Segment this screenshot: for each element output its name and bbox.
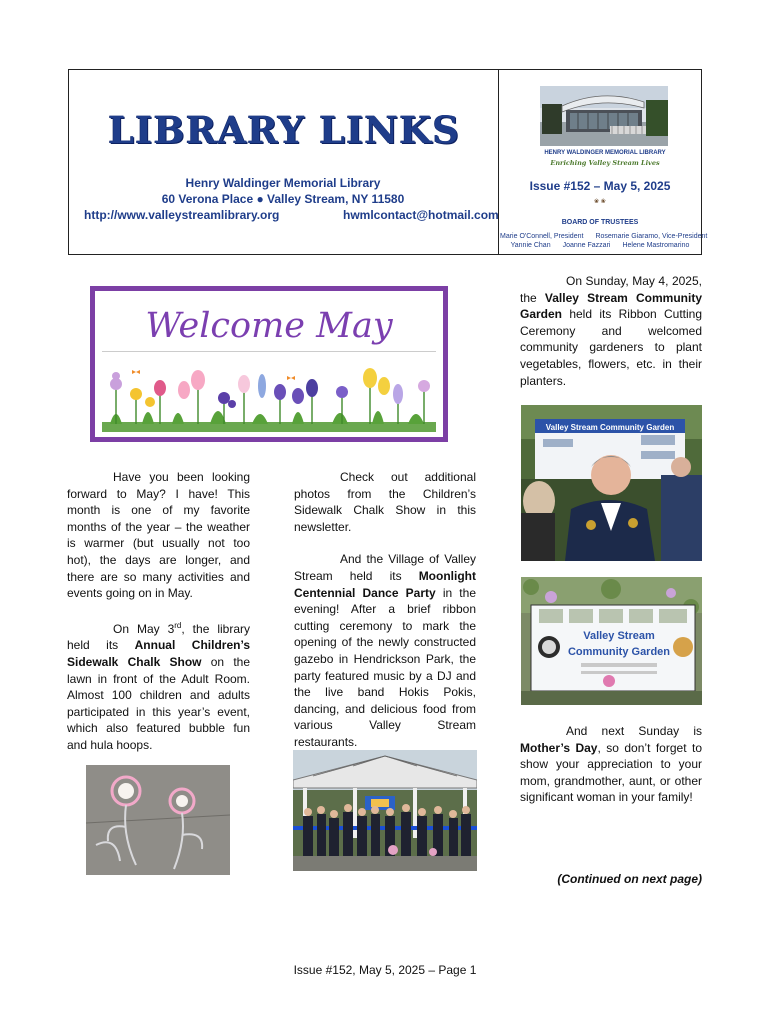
library-url[interactable]: http://www.valleystreamlibrary.org xyxy=(84,208,280,222)
column-1-text xyxy=(67,469,250,754)
board-member: Rosemarie Giaramo, Vice-President xyxy=(595,233,708,240)
sign-text-line-1: Valley Stream xyxy=(583,630,655,642)
welcome-divider xyxy=(102,351,436,352)
community-garden-speaker-photo xyxy=(521,405,702,561)
board-line-2 xyxy=(500,242,700,249)
paragraph: Have you been looking forward to May? I have! This month is one of my favorite months of the year – the weather is warmer (but usually not too hot), the days are longer, and there are so many activities and events going on in May. xyxy=(67,470,250,601)
library-building-photo xyxy=(540,86,668,146)
library-address: 60 Verona Place ● Valley Stream, NY 11580 xyxy=(161,192,405,206)
paragraph: And the Village of Valley Stream held its Moonlight Centennial Dance Party in the evening! After a brief ribbon cutting ceremony to mark the opening of the newly constructed gazebo in Hendrickson Park, the party featured music by a DJ and the live band Hokis Pokis, dancing, and delicious food from various Valley Stream restaurants. xyxy=(294,552,476,749)
ornament: ❀ ❀ xyxy=(594,199,606,205)
logo-caption: HENRY WALDINGER MEMORIAL LIBRARY xyxy=(544,150,666,156)
issue-label: Issue #152 – May 5, 2025 xyxy=(529,179,671,193)
library-name: Henry Waldinger Memorial Library xyxy=(185,176,381,190)
logo-tagline: Enriching Valley Stream Lives xyxy=(550,159,660,167)
paragraph: Check out additional photos from the Children’s Sidewalk Chalk Show in this newsletter. xyxy=(294,470,476,534)
welcome-title: Welcome May xyxy=(145,306,393,346)
board-member: Marie O'Connell, President xyxy=(500,233,584,240)
continued-note: (Continued on next page) xyxy=(557,872,702,886)
page-footer: Issue #152, May 5, 2025 – Page 1 xyxy=(293,963,477,977)
column-3-text-bottom xyxy=(520,723,702,806)
gazebo-ribbon-cutting-photo xyxy=(293,750,477,871)
board-member: Joanne Fazzari xyxy=(562,242,611,249)
community-garden-sign-photo xyxy=(521,577,702,705)
board-title: BOARD OF TRUSTEES xyxy=(561,219,639,226)
paragraph: On Sunday, May 4, 2025, the Valley Stream Community Garden held its Ribbon Cutting Ceremony and welcomed community gardeners to plant vegetables, flowers, etc. in their planters. xyxy=(520,274,703,388)
paragraph: And next Sunday is Mother’s Day, so don’t forget to show your appreciation to your mom, grandmother, aunt, or other significant woman in your family! xyxy=(520,724,702,805)
header-divider xyxy=(498,69,499,255)
board-member: Yannie Chan xyxy=(510,242,551,249)
sign-text-line-2: Community Garden xyxy=(567,646,671,658)
garden-banner-text: Valley Stream Community Garden xyxy=(545,423,675,432)
column-2-text xyxy=(294,469,476,751)
board-member: Helene Mastromarino xyxy=(622,242,690,249)
board-line-1 xyxy=(500,233,708,240)
spring-flowers-illustration xyxy=(102,364,436,432)
library-email[interactable]: hwmlcontact@hotmail.com xyxy=(343,208,499,222)
masthead-title: LIBRARY LINKS xyxy=(108,108,460,152)
paragraph: On May 3rd, the library held its Annual Children’s Sidewalk Chalk Show on the lawn in front of the Adult Room. Almost 100 children and adults participated in this year’s event, which also featured bubble fun and hula hoops. xyxy=(67,620,251,752)
sidewalk-chalk-photo xyxy=(86,765,230,875)
column-3-text-top xyxy=(520,273,702,389)
